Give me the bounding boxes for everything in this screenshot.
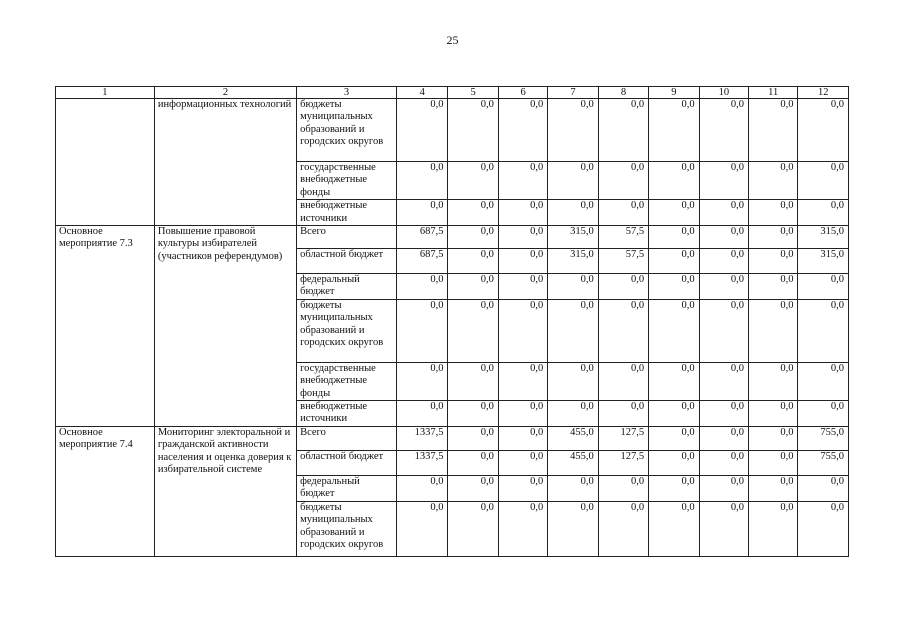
value-cell-col-5: 0,0 [448, 226, 498, 249]
value-cell-col-4: 0,0 [396, 162, 447, 200]
value-cell-col-4: 1337,5 [396, 450, 447, 475]
funding-source-cell: федеральный бюджет [297, 475, 397, 501]
value-cell-col-8: 0,0 [598, 200, 648, 226]
value-cell-col-6: 0,0 [498, 426, 547, 450]
value-cell-col-9: 0,0 [649, 299, 699, 362]
value-cell-col-10: 0,0 [699, 501, 748, 556]
funding-source-cell: государственные внебюджетные фонды [297, 362, 397, 400]
value-cell-col-7: 0,0 [548, 299, 598, 362]
value-cell-col-8: 0,0 [598, 162, 648, 200]
value-cell-col-7: 0,0 [548, 99, 598, 162]
value-cell-col-5: 0,0 [448, 99, 498, 162]
value-cell-col-12: 0,0 [798, 200, 849, 226]
value-cell-col-6: 0,0 [498, 362, 547, 400]
value-cell-col-9: 0,0 [649, 401, 699, 427]
value-cell-col-4: 0,0 [396, 501, 447, 556]
value-cell-col-11: 0,0 [749, 401, 798, 427]
funding-source-cell: Всего [297, 226, 397, 249]
value-cell-col-8: 0,0 [598, 99, 648, 162]
value-cell-col-7: 315,0 [548, 249, 598, 274]
funding-source-cell: Всего [297, 426, 397, 450]
page-number: 25 [446, 33, 459, 47]
value-cell-col-7: 0,0 [548, 501, 598, 556]
column-number-11: 11 [749, 87, 798, 99]
value-cell-col-4: 687,5 [396, 249, 447, 274]
value-cell-col-10: 0,0 [699, 362, 748, 400]
measure-cell [56, 99, 155, 226]
value-cell-col-5: 0,0 [448, 162, 498, 200]
value-cell-col-9: 0,0 [649, 501, 699, 556]
value-cell-col-5: 0,0 [448, 501, 498, 556]
value-cell-col-8: 0,0 [598, 362, 648, 400]
value-cell-col-8: 57,5 [598, 226, 648, 249]
value-cell-col-8: 0,0 [598, 501, 648, 556]
value-cell-col-11: 0,0 [749, 200, 798, 226]
value-cell-col-6: 0,0 [498, 401, 547, 427]
value-cell-col-11: 0,0 [749, 99, 798, 162]
value-cell-col-8: 0,0 [598, 299, 648, 362]
table-row [56, 226, 849, 249]
value-cell-col-5: 0,0 [448, 426, 498, 450]
value-cell-col-7: 0,0 [548, 274, 598, 300]
value-cell-col-4: 0,0 [396, 200, 447, 226]
budget-table [55, 86, 849, 557]
description-cell: Мониторинг электоральной и гражданской активности населения и оценка доверия к избирательной системе [154, 426, 296, 556]
value-cell-col-10: 0,0 [699, 200, 748, 226]
value-cell-col-7: 0,0 [548, 362, 598, 400]
value-cell-col-6: 0,0 [498, 226, 547, 249]
table-body [56, 87, 849, 557]
value-cell-col-8: 57,5 [598, 249, 648, 274]
value-cell-col-8: 0,0 [598, 274, 648, 300]
value-cell-col-11: 0,0 [749, 249, 798, 274]
value-cell-col-4: 0,0 [396, 274, 447, 300]
description-cell: информационных технологий [154, 99, 296, 226]
value-cell-col-5: 0,0 [448, 200, 498, 226]
value-cell-col-9: 0,0 [649, 249, 699, 274]
funding-source-cell: бюджеты муниципальных образований и городских округов [297, 99, 397, 162]
value-cell-col-11: 0,0 [749, 226, 798, 249]
value-cell-col-10: 0,0 [699, 274, 748, 300]
value-cell-col-6: 0,0 [498, 249, 547, 274]
value-cell-col-9: 0,0 [649, 450, 699, 475]
column-number-9: 9 [649, 87, 699, 99]
column-number-8: 8 [598, 87, 648, 99]
value-cell-col-6: 0,0 [498, 299, 547, 362]
column-number-10: 10 [699, 87, 748, 99]
value-cell-col-12: 0,0 [798, 501, 849, 556]
value-cell-col-9: 0,0 [649, 475, 699, 501]
value-cell-col-10: 0,0 [699, 249, 748, 274]
value-cell-col-12: 0,0 [798, 299, 849, 362]
value-cell-col-12: 0,0 [798, 162, 849, 200]
value-cell-col-6: 0,0 [498, 501, 547, 556]
funding-source-cell: внебюджетные источники [297, 200, 397, 226]
value-cell-col-10: 0,0 [699, 299, 748, 362]
value-cell-col-6: 0,0 [498, 450, 547, 475]
value-cell-col-12: 0,0 [798, 475, 849, 501]
value-cell-col-7: 455,0 [548, 426, 598, 450]
value-cell-col-9: 0,0 [649, 99, 699, 162]
description-cell: Повышение правовой культуры избирателей (участников референдумов) [154, 226, 296, 427]
value-cell-col-7: 315,0 [548, 226, 598, 249]
value-cell-col-5: 0,0 [448, 274, 498, 300]
column-number-4: 4 [396, 87, 447, 99]
value-cell-col-6: 0,0 [498, 200, 547, 226]
value-cell-col-9: 0,0 [649, 162, 699, 200]
value-cell-col-11: 0,0 [749, 475, 798, 501]
column-number-12: 12 [798, 87, 849, 99]
funding-source-cell: государственные внебюджетные фонды [297, 162, 397, 200]
value-cell-col-6: 0,0 [498, 162, 547, 200]
funding-source-cell: областной бюджет [297, 450, 397, 475]
column-number-3: 3 [297, 87, 397, 99]
value-cell-col-12: 0,0 [798, 362, 849, 400]
column-number-2: 2 [154, 87, 296, 99]
value-cell-col-10: 0,0 [699, 162, 748, 200]
value-cell-col-9: 0,0 [649, 274, 699, 300]
value-cell-col-4: 0,0 [396, 401, 447, 427]
value-cell-col-11: 0,0 [749, 450, 798, 475]
value-cell-col-10: 0,0 [699, 475, 748, 501]
column-number-1: 1 [56, 87, 155, 99]
funding-source-cell: федеральный бюджет [297, 274, 397, 300]
value-cell-col-5: 0,0 [448, 475, 498, 501]
value-cell-col-6: 0,0 [498, 475, 547, 501]
value-cell-col-6: 0,0 [498, 274, 547, 300]
value-cell-col-10: 0,0 [699, 226, 748, 249]
value-cell-col-4: 1337,5 [396, 426, 447, 450]
value-cell-col-11: 0,0 [749, 162, 798, 200]
funding-source-cell: областной бюджет [297, 249, 397, 274]
column-number-7: 7 [548, 87, 598, 99]
value-cell-col-5: 0,0 [448, 299, 498, 362]
value-cell-col-11: 0,0 [749, 362, 798, 400]
value-cell-col-7: 0,0 [548, 401, 598, 427]
value-cell-col-5: 0,0 [448, 401, 498, 427]
value-cell-col-9: 0,0 [649, 426, 699, 450]
value-cell-col-12: 755,0 [798, 426, 849, 450]
value-cell-col-4: 0,0 [396, 362, 447, 400]
value-cell-col-11: 0,0 [749, 299, 798, 362]
value-cell-col-11: 0,0 [749, 501, 798, 556]
value-cell-col-12: 0,0 [798, 99, 849, 162]
column-number-5: 5 [448, 87, 498, 99]
value-cell-col-10: 0,0 [699, 426, 748, 450]
funding-source-cell: бюджеты муниципальных образований и городских округов [297, 501, 397, 556]
value-cell-col-8: 127,5 [598, 426, 648, 450]
value-cell-col-4: 687,5 [396, 226, 447, 249]
value-cell-col-7: 0,0 [548, 162, 598, 200]
value-cell-col-5: 0,0 [448, 362, 498, 400]
value-cell-col-8: 0,0 [598, 475, 648, 501]
value-cell-col-10: 0,0 [699, 450, 748, 475]
value-cell-col-7: 0,0 [548, 200, 598, 226]
value-cell-col-6: 0,0 [498, 99, 547, 162]
table-row [56, 426, 849, 450]
funding-source-cell: бюджеты муниципальных образований и городских округов [297, 299, 397, 362]
value-cell-col-8: 0,0 [598, 401, 648, 427]
column-number-6: 6 [498, 87, 547, 99]
value-cell-col-9: 0,0 [649, 200, 699, 226]
value-cell-col-7: 0,0 [548, 475, 598, 501]
value-cell-col-12: 755,0 [798, 450, 849, 475]
column-number-row [56, 87, 849, 99]
value-cell-col-10: 0,0 [699, 99, 748, 162]
measure-cell: Основное мероприятие 7.3 [56, 226, 155, 427]
value-cell-col-12: 0,0 [798, 401, 849, 427]
funding-source-cell: внебюджетные источники [297, 401, 397, 427]
value-cell-col-12: 315,0 [798, 226, 849, 249]
value-cell-col-7: 455,0 [548, 450, 598, 475]
measure-cell: Основное мероприятие 7.4 [56, 426, 155, 556]
value-cell-col-11: 0,0 [749, 426, 798, 450]
value-cell-col-11: 0,0 [749, 274, 798, 300]
value-cell-col-4: 0,0 [396, 99, 447, 162]
value-cell-col-9: 0,0 [649, 362, 699, 400]
value-cell-col-4: 0,0 [396, 299, 447, 362]
value-cell-col-12: 0,0 [798, 274, 849, 300]
value-cell-col-8: 127,5 [598, 450, 648, 475]
value-cell-col-5: 0,0 [448, 450, 498, 475]
value-cell-col-9: 0,0 [649, 226, 699, 249]
value-cell-col-4: 0,0 [396, 475, 447, 501]
value-cell-col-12: 315,0 [798, 249, 849, 274]
value-cell-col-10: 0,0 [699, 401, 748, 427]
value-cell-col-5: 0,0 [448, 249, 498, 274]
table-row [56, 99, 849, 162]
